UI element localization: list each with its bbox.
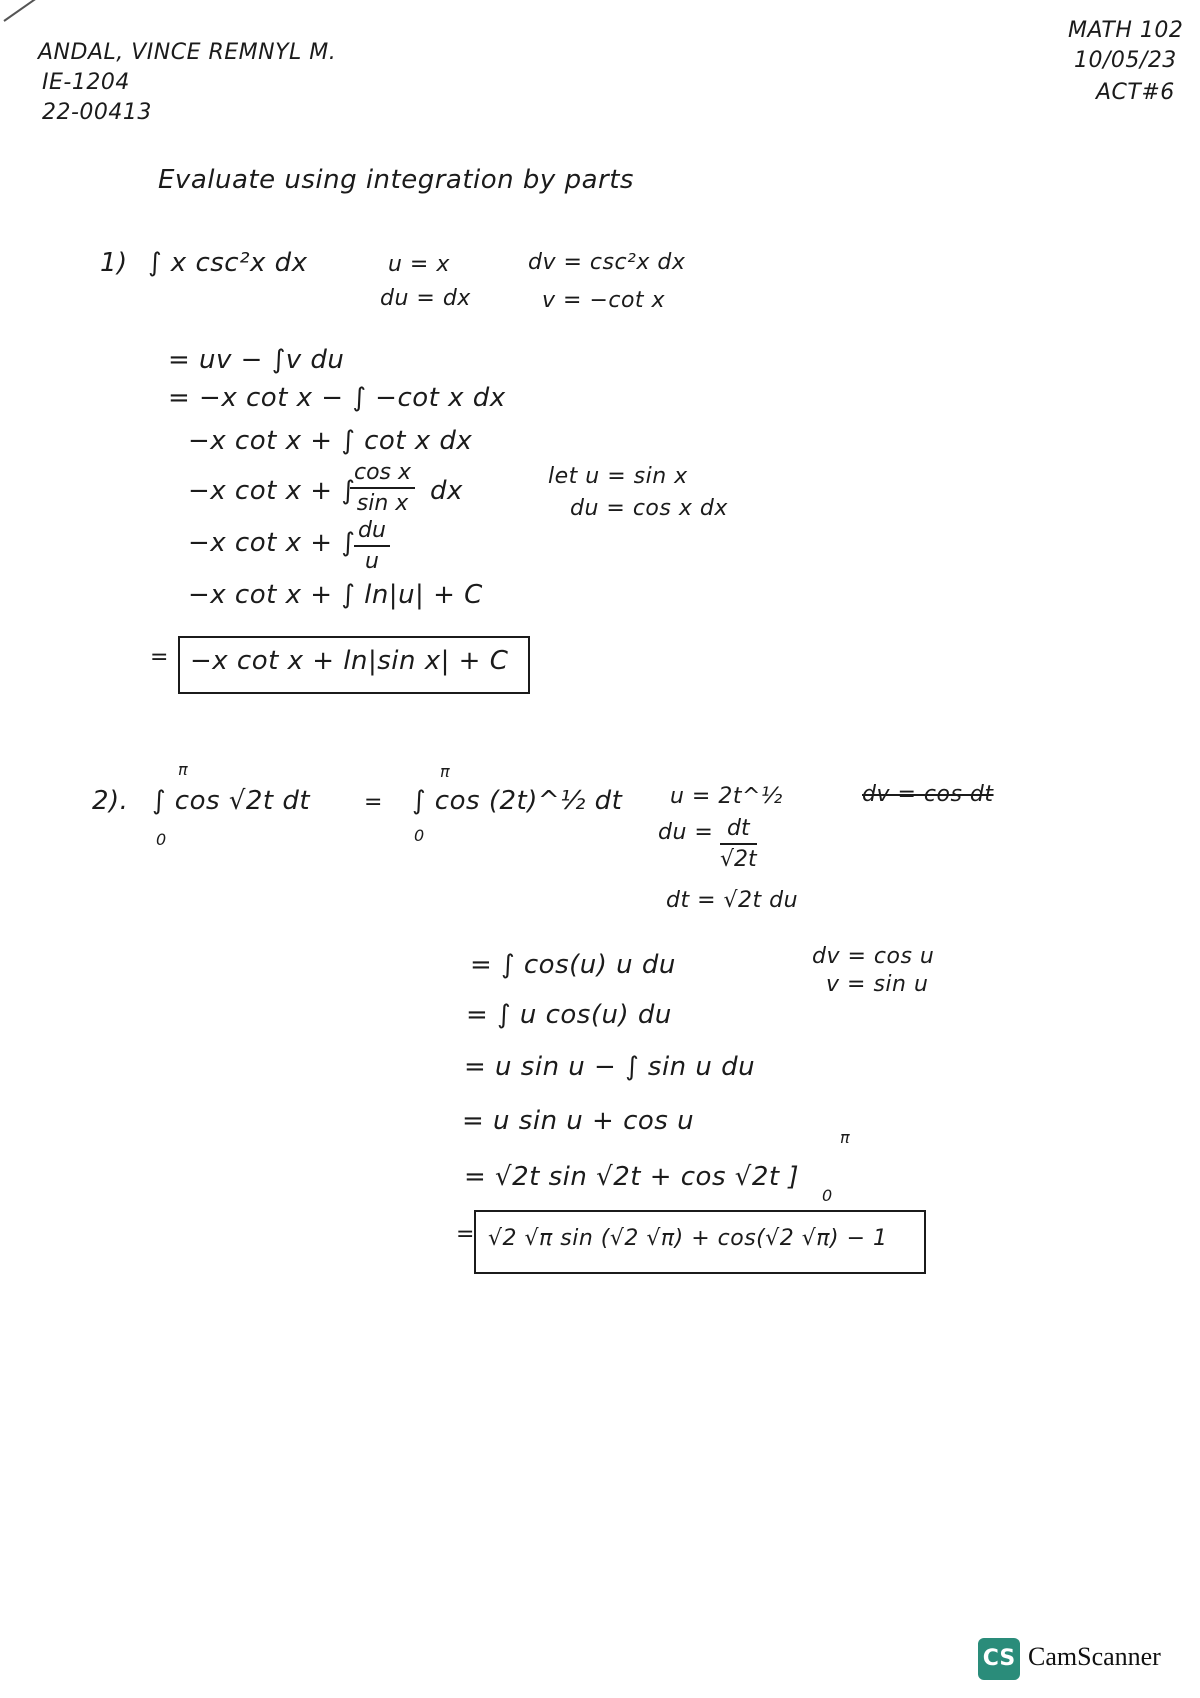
problem1-dx-suffix: dx <box>430 476 463 506</box>
problem2-number: 2). <box>92 786 129 816</box>
fraction-numerator: dt <box>720 816 757 845</box>
problem2-step: = ∫ cos(u) u du <box>470 950 676 980</box>
activity-number: ACT#6 <box>1096 80 1175 105</box>
problem1-du-fraction <box>354 518 390 574</box>
problem1-u: u = x <box>388 252 450 277</box>
problem2-du-label: du = <box>658 820 714 845</box>
problem2-integral-lhs: ∫ cos √2t dt <box>152 786 311 816</box>
problem1-step: −x cot x + ∫ <box>188 476 356 506</box>
student-name: ANDAL, VINCE REMNYL M. <box>38 40 337 65</box>
student-number: 22-00413 <box>42 100 152 125</box>
problem2-upper-limit: π <box>178 760 189 779</box>
problem2-eval-lower: 0 <box>822 1186 833 1205</box>
problem2-equals: = <box>364 790 383 815</box>
pencil-mark <box>3 0 57 22</box>
problem1-step: = −x cot x − ∫ −cot x dx <box>168 383 506 413</box>
problem1-integral: ∫ x csc²x dx <box>148 248 308 278</box>
problem1-step: −x cot x + ∫ <box>188 528 356 558</box>
problem1-dv: dv = csc²x dx <box>528 250 686 275</box>
date: 10/05/23 <box>1074 48 1177 73</box>
problem2-rhs-lower-limit: 0 <box>414 826 425 845</box>
problem2-integral-rhs: ∫ cos (2t)^½ dt <box>412 786 623 816</box>
problem1-substitution-du: du = cos x dx <box>570 496 728 521</box>
problem1-step: = uv − ∫v du <box>168 345 345 375</box>
problem2-step: = √2t sin √2t + cos √2t ] <box>464 1162 799 1192</box>
problem2-final-equals: = <box>456 1222 475 1247</box>
fraction-denominator: u <box>364 549 379 574</box>
problem2-du-fraction <box>720 816 757 872</box>
problem1-step: −x cot x + ∫ ln|u| + C <box>188 580 483 610</box>
problem1-number: 1) <box>100 248 128 278</box>
problem2-step: = u sin u + cos u <box>462 1106 695 1136</box>
problem1-substitution: let u = sin x <box>548 464 688 489</box>
camscanner-logo: CS <box>978 1638 1020 1680</box>
fraction-denominator: sin x <box>356 491 409 516</box>
problem2-u: u = 2t^½ <box>670 784 783 809</box>
problem2-answer: √2 √π sin (√2 √π) + cos(√2 √π) − 1 <box>488 1226 888 1251</box>
problem2-rhs-upper-limit: π <box>440 762 451 781</box>
problem1-du: du = dx <box>380 286 471 311</box>
problem2-step: = u sin u − ∫ sin u du <box>464 1052 756 1082</box>
fraction-numerator: cos x <box>350 460 415 489</box>
student-section: IE-1204 <box>42 70 130 95</box>
problem1-v: v = −cot x <box>542 288 666 313</box>
fraction-denominator: √2t <box>720 847 757 872</box>
problem2-dv: dv = cos u <box>812 944 935 969</box>
problem2-dt: dt = √2t du <box>666 888 799 913</box>
problem2-lower-limit: 0 <box>156 830 167 849</box>
page-title: Evaluate using integration by parts <box>158 165 634 195</box>
problem2-eval-upper: π <box>840 1128 851 1147</box>
problem1-answer: −x cot x + ln|sin x| + C <box>190 646 509 676</box>
problem2-step: = ∫ u cos(u) du <box>466 1000 672 1030</box>
course-code: MATH 102 <box>1068 18 1184 43</box>
problem2-v: v = sin u <box>826 972 929 997</box>
problem2-struck-text: dv = cos dt <box>862 782 994 807</box>
camscanner-text: CamScanner <box>1028 1642 1161 1671</box>
problem1-equals: = <box>150 645 169 670</box>
problem1-cot-fraction <box>350 460 415 516</box>
fraction-numerator: du <box>354 518 390 547</box>
problem1-step: −x cot x + ∫ cot x dx <box>188 426 473 456</box>
